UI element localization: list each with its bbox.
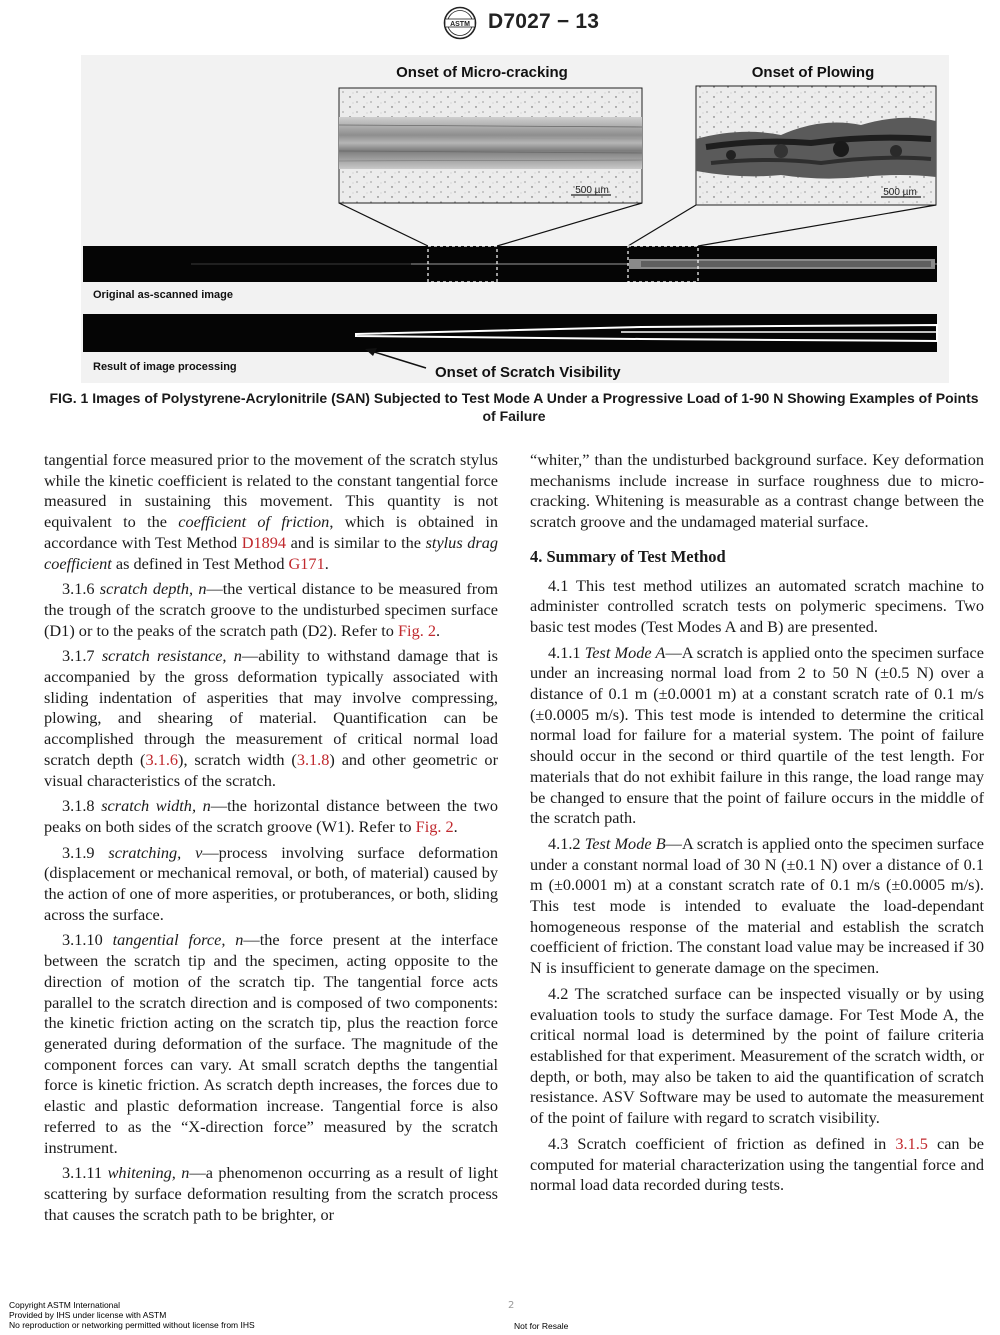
link-3-1-8[interactable]: 3.1.8 — [296, 749, 330, 769]
not-for-resale: Not for Resale — [514, 1321, 569, 1331]
link-fig-2[interactable]: Fig. 2 — [398, 620, 437, 640]
left-column — [44, 450, 498, 1230]
scale-bar-left: 500 µm — [575, 185, 609, 196]
plowing-micrograph — [696, 86, 936, 205]
label-micro-cracking: Onset of Micro-cracking — [396, 64, 568, 81]
astm-logo-icon — [441, 6, 479, 40]
original-scanned-strip — [83, 246, 937, 282]
link-3-1-6[interactable]: 3.1.6 — [145, 749, 179, 769]
copyright-footer — [9, 1300, 255, 1330]
paragraph-test-mode-b: 4.1.2 Test Mode B—A scratch is applied onto the specimen surface under a constant normal load of 30 N (±0.1 N) over a distance of 0.1 m (±0.0001 m) at a constant scratch rate of 0.1 m/s (±0.0005 m/s). This test mode is intended to evaluate the load-dependant homogeneous response of the material and establish the scratch coefficient of friction. The constant load value may be increased if 30 N is insufficient to generate damage on the specimen. — [530, 833, 984, 978]
page-number: 2 — [508, 1300, 515, 1311]
scale-bar-right: 500 µm — [883, 187, 917, 198]
paragraph-whitening-continuation: “whiter,” than the undisturbed background surface. Key deformation mechanisms include increase in surface roughness due to micro-cracking. Whitening is measurable as a contrast change between the scratch groove and the undamaged material surface. — [530, 450, 984, 532]
paragraph-test-mode-a: 4.1.1 Test Mode A—A scratch is applied onto the specimen surface under an increasing normal load from 2 to 50 N (±0.5 N) over a distance of 0.1 m (±0.0001 m) at a constant scratch rate of 0.1 m/s (±0.0005 m/s). This test mode is intended to determine the critical normal load for failure for a material system. The point of failure should occur in the second or third quartile of the test length. For materials that do not exhibit failure in this range, the load range may be changed to ensure that the point of failure occurs in the middle of the scratch path. — [530, 642, 984, 828]
right-column — [530, 450, 984, 1201]
footer-line-1: Copyright ASTM International — [9, 1300, 121, 1310]
definition-scratch-depth: 3.1.6 scratch depth, n—the vertical distance to be measured from the trough of the scratch groove to the undisturbed specimen surface (D1) or to the peaks of the scratch path (D2). Refer to Fig. 2. — [44, 579, 499, 640]
link-fig-2[interactable]: Fig. 2 — [415, 816, 454, 836]
standard-designation: D7027 − 13 — [488, 10, 600, 33]
link-g171[interactable]: G171 — [288, 553, 325, 573]
definition-whitening: 3.1.11 whitening, n—a phenomenon occurring as a result of light scattering by surface deformation resulting from the scratch process that causes the scratch path to be brighter, or — [44, 1163, 499, 1224]
micro-cracking-micrograph — [339, 88, 642, 203]
paragraph-4-3: 4.3 Scratch coefficient of friction as defined in 3.1.5 can be computed for material characterization using the tangential force and normal load data recorded during tests. — [530, 1133, 984, 1195]
link-d1894[interactable]: D1894 — [241, 532, 287, 552]
figure-1-image — [81, 55, 949, 383]
paragraph-friction-continuation: tangential force measured prior to the movement of the scratch stylus while the kinetic coefficient is related to the constant tangential force measured in sustaining this movement. This quantity is not equivalent to the coefficient of friction, which is obtained in accordance with Test Method D1894 and is similar to the stylus drag coefficient as defined in Test Method G171. — [44, 450, 499, 573]
paragraph-4-1: 4.1 This test method utilizes an automated scratch machine to administer controlled scratch tests on polymeric specimens. Two basic test modes (Test Modes A and B) are presented. — [530, 575, 984, 636]
label-processed: Result of image processing — [93, 361, 237, 373]
footer-line-3: No reproduction or networking permitted without license from IHS — [9, 1320, 255, 1330]
definition-scratch-width: 3.1.8 scratch width, n—the horizontal distance between the two peaks on both sides of the scratch groove (W1). Refer to Fig. 2. — [44, 796, 499, 836]
processed-strip — [83, 314, 937, 352]
figure-1 — [81, 55, 949, 383]
section-heading-summary: 4. Summary of Test Method — [530, 546, 726, 566]
footer-line-2: Provided by IHS under license with ASTM — [9, 1310, 167, 1320]
definition-tangential-force: 3.1.10 tangential force, n—the force present at the interface between the scratch tip and the specimen, acting opposite to the direction of motion of the scratch tip. The tangential force acts parallel to the scratch direction and is composed of two components: the kinetic friction acting on the scratch tip, plus the reaction force generated during deformation of the surface. The magnitude of the component forces can vary. At small scratch depths the tangential force is kinetic friction. As scratch depth increases, the forces due to elastic and plastic deformation increase. Tangential force is also referred to as the “X-direction force” measured by the scratch instrument. — [44, 930, 498, 1157]
label-plowing: Onset of Plowing — [751, 64, 875, 81]
link-3-1-5[interactable]: 3.1.5 — [895, 1133, 928, 1153]
label-scratch-visibility: Onset of Scratch Visibility — [435, 364, 621, 381]
paragraph-4-2: 4.2 The scratched surface can be inspected visually or by using evaluation tools to study the surface damage. For Test Mode A, the critical normal load is determined by the point of failure criteria established for that experiment. Measurement of the scratch width, or depth, or both, may also be taken to aid the quantification of scratch resistance. ASV Software may be used to automate the measurement of the point of failure with regard to scratch visibility. — [530, 983, 984, 1128]
page-header — [0, 4, 1000, 40]
figure-1-caption: FIG. 1 Images of Polystyrene-Acrylonitrile (SAN) Subjected to Test Mode A Under a Progressive Load of 1-90 N Showing Examples of Points of Failure — [49, 390, 979, 424]
definition-scratch-resistance: 3.1.7 scratch resistance, n—ability to withstand damage that is accompanied by the gross deformation typically associated with sliding indentation of asperities that may involve compressing, plowing, and shearing of material. Quantification can be accomplished through the measurement of critical normal load scratch depth (3.1.6), scratch width (3.1.8) and other geometric or visual characteristics of the scratch. — [44, 646, 498, 790]
definition-scratching: 3.1.9 scratching, v—process involving surface deformation (displacement or mechanical removal, or both, of material) caused by the action of one of more asperities, or protuberances, or both, sliding across the surface. — [44, 842, 498, 924]
label-original-scan: Original as-scanned image — [93, 289, 233, 301]
astm-logo-text: ASTM — [450, 21, 470, 28]
